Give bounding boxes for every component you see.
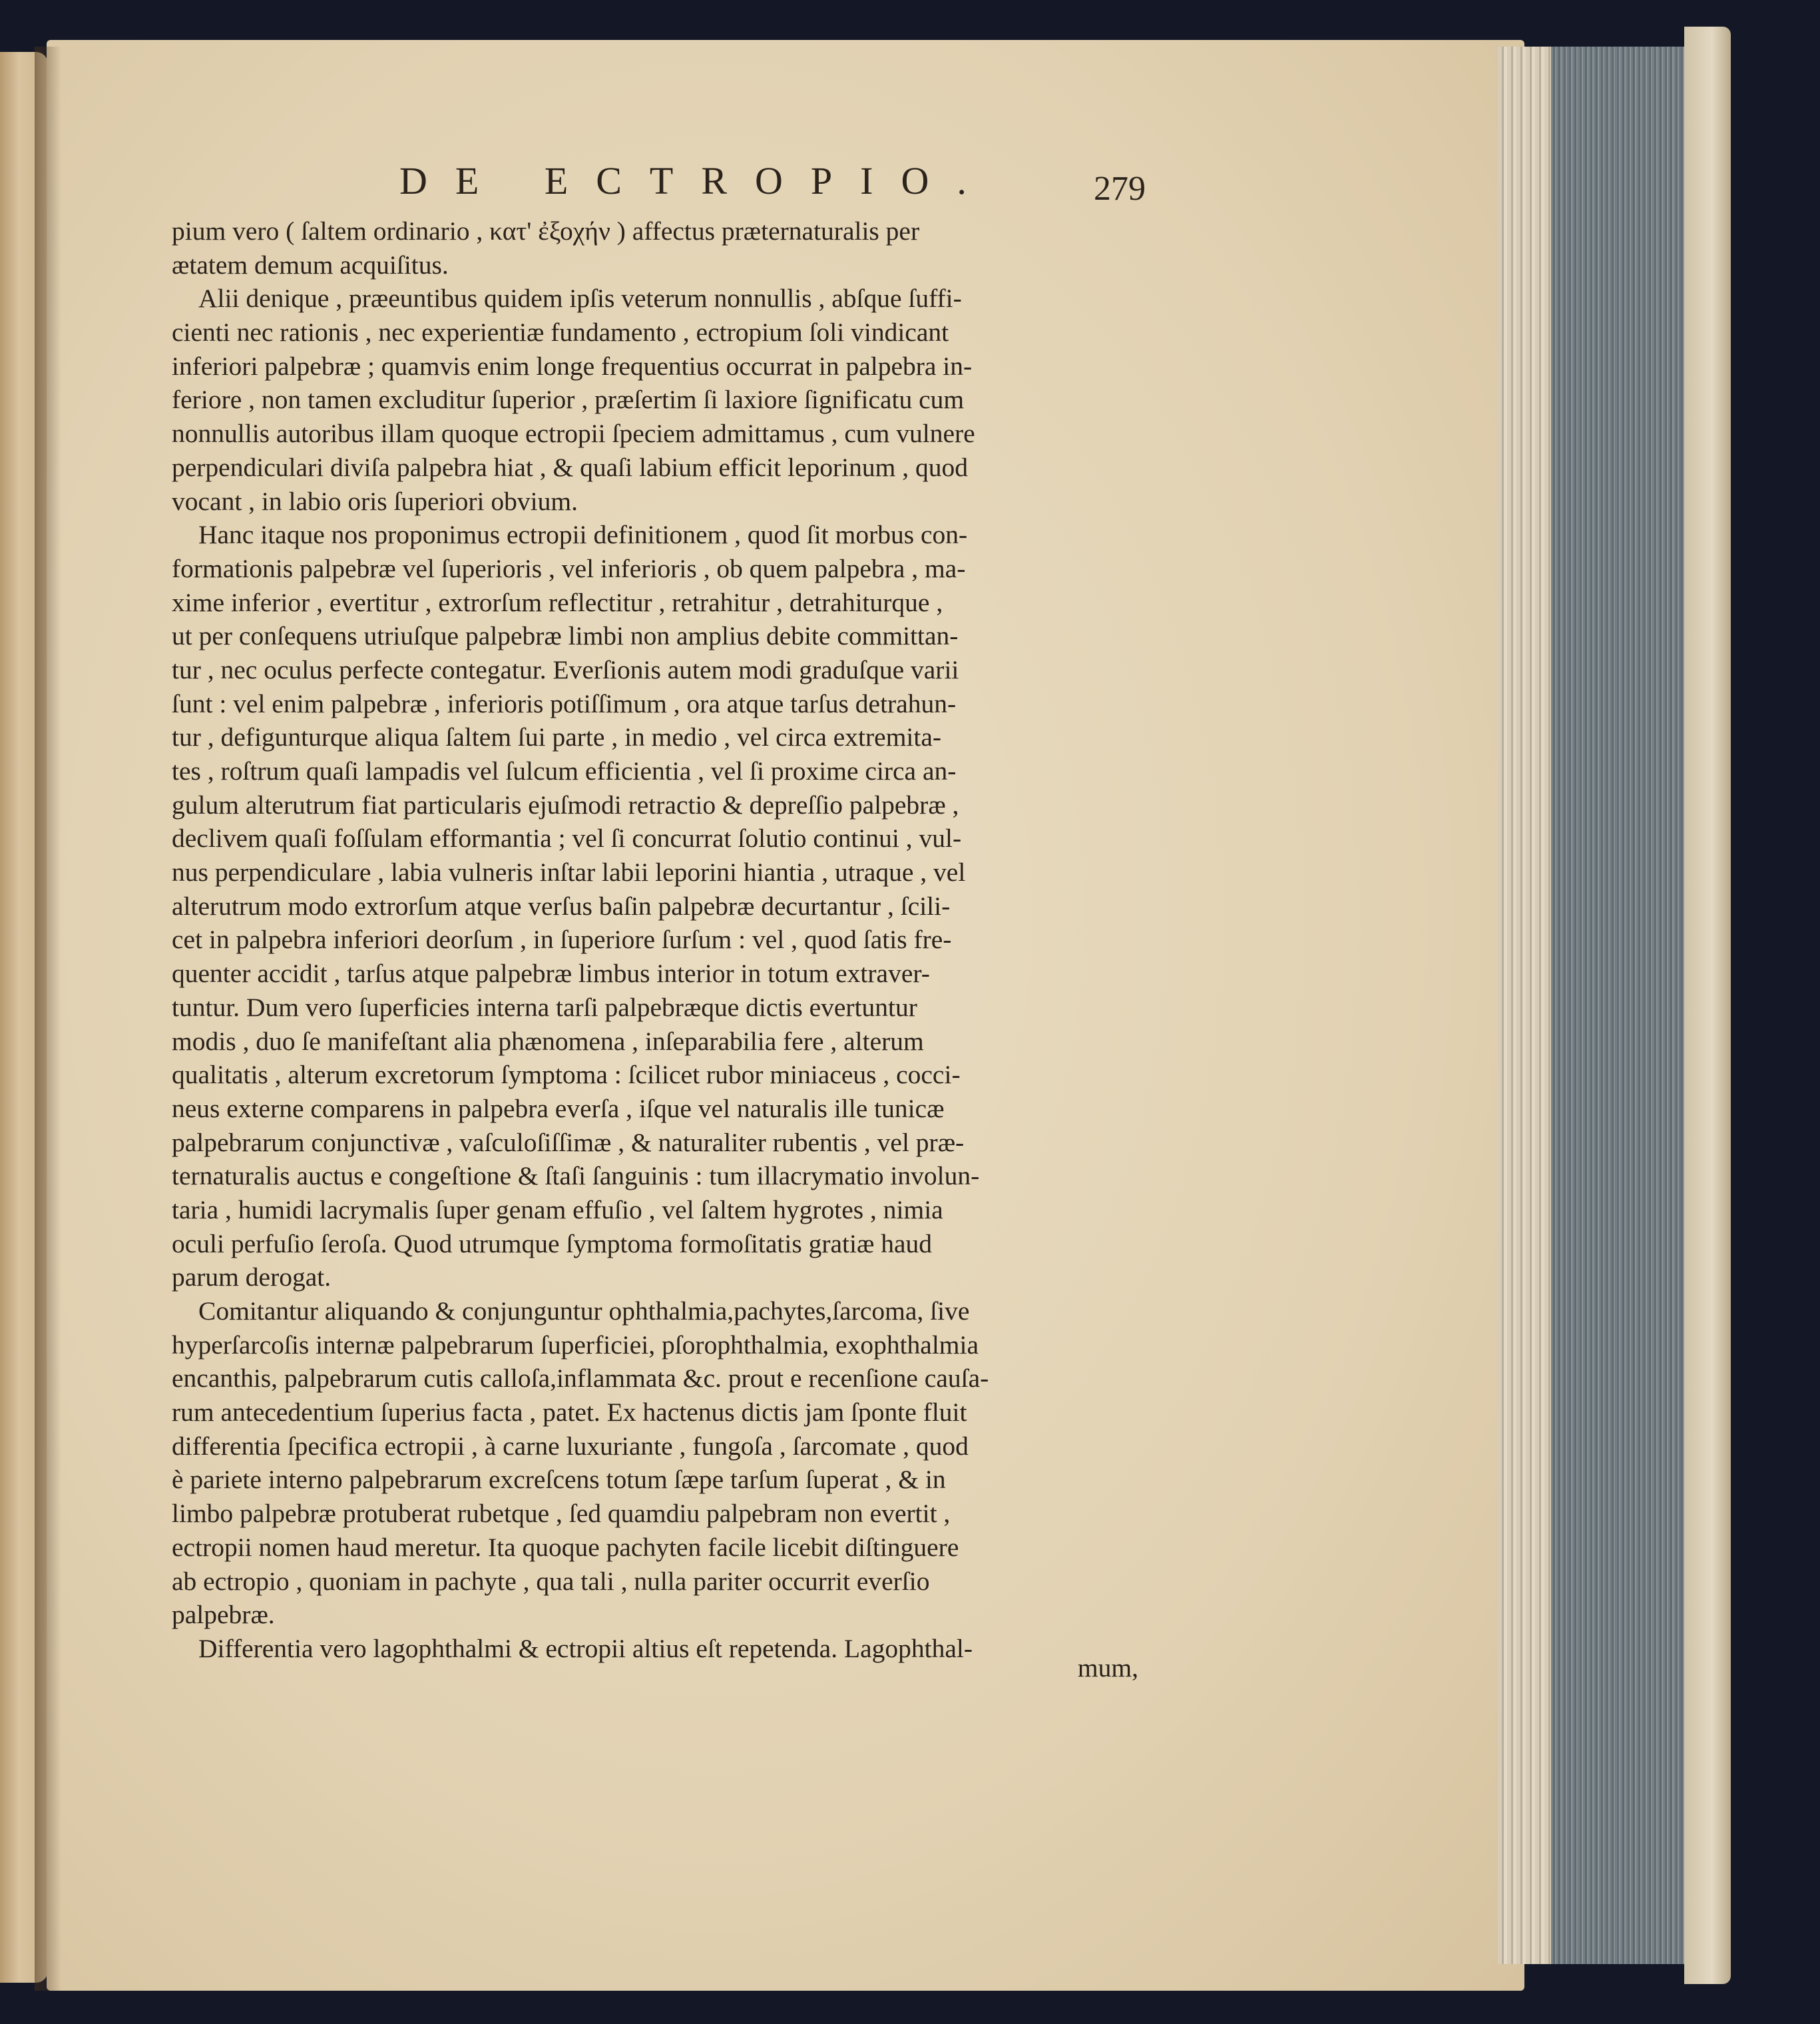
- text-line: Differentia vero lagophthalmi & ectropii altius eſt repetenda. Lagophthal-: [198, 1633, 973, 1663]
- text-line: perpendiculari diviſa palpebra hiat , & quaſi labium efficit leporinum , quod: [172, 452, 968, 482]
- text-line: parum derogat.: [172, 1262, 332, 1292]
- text-line: tes , roſtrum quaſi lampadis vel ſulcum efficientia , vel ſi proxime circa an-: [172, 756, 957, 786]
- tinted-page-edges: [1551, 47, 1698, 1964]
- page-number: 279: [1094, 170, 1146, 208]
- text-line: gulum alterutrum fiat particularis ejuſmodi retractio & depreſſio palpebræ ,: [172, 790, 959, 820]
- text-line: nus perpendiculare , labia vulneris inſtar labii leporini hiantia , utraque , vel: [172, 858, 966, 887]
- text-line: ut per conſequens utriuſque palpebræ limbi non amplius debite committan-: [172, 621, 959, 651]
- text-line: tur , defigunturque aliqua ſaltem ſui parte , in medio , vel circa extremita-: [172, 722, 942, 752]
- back-cover-board: [1684, 27, 1731, 1984]
- text-line: hyperſarcoſis internæ palpebrarum ſuperficiei, pſorophthalmia, exophthalmia: [172, 1330, 979, 1360]
- text-line: alterutrum modo extrorſum atque verſus baſin palpebræ decurtantur , ſcili-: [172, 891, 951, 921]
- text-line: ternaturalis auctus e congeſtione & ſtaſi ſanguinis : tum illacrymatio involun-: [172, 1161, 980, 1191]
- text-line: Hanc itaque nos proponimus ectropii definitionem , quod ſit morbus con-: [198, 520, 968, 550]
- text-line: Comitantur aliquando & conjunguntur ophthalmia,pachytes,ſarcoma, ſive: [198, 1296, 970, 1326]
- text-line: ſunt : vel enim palpebræ , inferioris potiſſimum , ora atque tarſus detrahun-: [172, 688, 957, 718]
- text-line: pium vero ( ſaltem ordinario , κατ' ἐξοχήν ) affectus præternaturalis per: [172, 216, 920, 246]
- text-line: palpebrarum conjunctivæ , vaſculoſiſſimæ , & naturaliter rubentis , vel præ-: [172, 1127, 965, 1157]
- text-line: quenter accidit , tarſus atque palpebræ limbus interior in totum extraver-: [172, 959, 930, 989]
- text-line: ectropii nomen haud meretur. Ita quoque pachyten facile licebit diſtinguere: [172, 1532, 959, 1562]
- text-line: cet in palpebra inferiori deorſum , in ſuperiore ſurſum : vel , quod ſatis fre-: [172, 925, 952, 955]
- body-text: [172, 214, 1138, 1666]
- text-line: declivem quaſi foſſulam efformantia ; vel ſi concurrat ſolutio continui , vul-: [172, 824, 962, 854]
- text-line: nonnullis autoribus illam quoque ectropii ſpeciem admittamus , cum vulnere: [172, 419, 975, 449]
- text-line: qualitatis , alterum excretorum ſymptoma : ſcilicet rubor miniaceus , cocci-: [172, 1060, 961, 1090]
- text-line: limbo palpebræ protuberat rubetque , ſed quamdiu palpebram non evertit ,: [172, 1499, 951, 1529]
- catchword: mum,: [1077, 1653, 1138, 1682]
- text-line: neus externe comparens in palpebra everſa , iſque vel naturalis ille tunicæ: [172, 1093, 945, 1123]
- text-line: differentia ſpecifica ectropii , à carne luxuriante , fungoſa , ſarcomate , quod: [172, 1431, 969, 1461]
- gutter-shadow: [35, 47, 61, 1991]
- text-line: ætatem demum acquiſitus.: [172, 250, 449, 280]
- text-line: ab ectropio , quoniam in pachyte , qua tali , nulla pariter occurrit everſio: [172, 1566, 930, 1596]
- text-line: tur , nec oculus perfecte contegatur. Everſionis autem modi graduſque varii: [172, 654, 959, 684]
- text-line: encanthis, palpebrarum cutis calloſa,inflammata &c. prout e recenſione cauſa-: [172, 1364, 989, 1393]
- text-line: taria , humidi lacrymalis ſuper genam effuſio , vel ſaltem hygrotes , nimia: [172, 1194, 943, 1224]
- text-line: modis , duo ſe manifeſtant alia phænomena , inſeparabilia fere , alterum: [172, 1026, 924, 1056]
- text-line: cienti nec rationis , nec experientiæ fundamento , ectropium ſoli vindicant: [172, 318, 949, 348]
- text-line: rum antecedentium ſuperius facta , patet. Ex hactenus dictis jam ſponte fluit: [172, 1397, 967, 1427]
- text-line: xime inferior , evertitur , extrorſum reflectitur , retrahitur , detrahiturque ,: [172, 587, 943, 617]
- text-line: tuntur. Dum vero ſuperficies interna tarſi palpebræque dictis evertuntur: [172, 992, 917, 1022]
- text-line: formationis palpebræ vel ſuperioris , vel inferioris , ob quem palpebra , ma-: [172, 553, 966, 583]
- running-head: DE ECTROPIO.: [399, 159, 995, 202]
- text-line: feriore , non tamen excluditur ſuperior , præſertim ſi laxiore ſignificatu cum: [172, 385, 965, 415]
- text-line: palpebræ.: [172, 1600, 275, 1630]
- text-line: vocant , in labio oris ſuperiori obvium.: [172, 486, 578, 516]
- text-line: Alii denique , præeuntibus quidem ipſis veterum nonnullis , abſque ſuffi-: [198, 284, 962, 314]
- text-line: oculi perfuſio ſeroſa. Quod utrumque ſymptoma formoſitatis gratiæ haud: [172, 1228, 932, 1258]
- text-line: inferiori palpebræ ; quamvis enim longe frequentius occurrat in palpebra in-: [172, 351, 973, 381]
- text-line: è pariete interno palpebrarum excreſcens totum ſæpe tarſum ſuperat , & in: [172, 1465, 946, 1495]
